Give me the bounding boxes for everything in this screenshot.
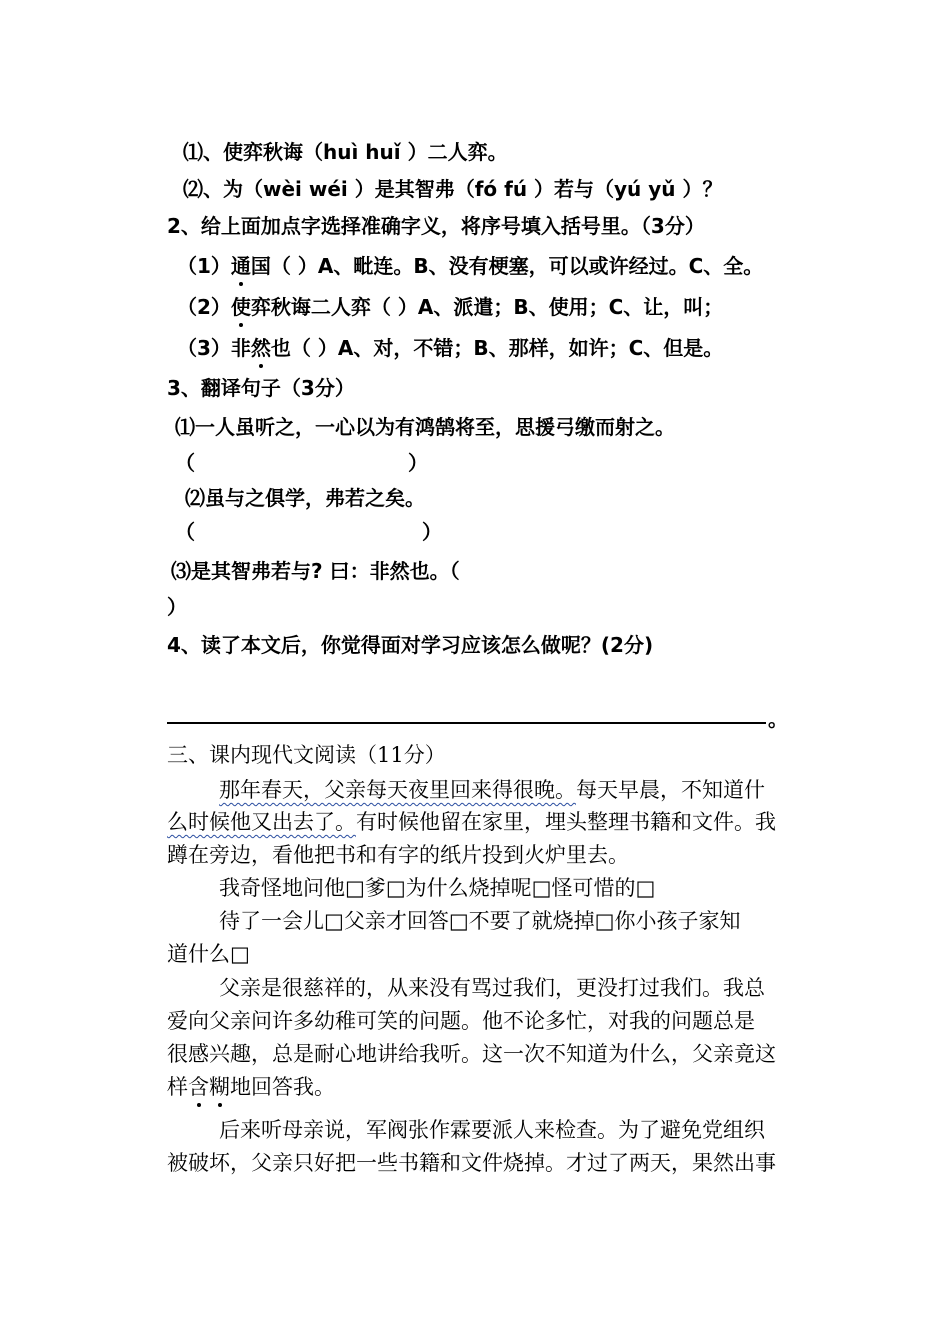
q2-item1-prefix: （1） <box>177 254 231 278</box>
q3-sentence2: ⑵虽与之俱学，弗若之矣。 <box>185 486 425 510</box>
section3-title: 三、课内现代文阅读（11分） <box>167 743 446 767</box>
passage-p4-line1: 父亲是很慈祥的，从来没有骂过我们，更没打过我们。我总 <box>219 976 765 1000</box>
passage-p4-dotted-char-2: 糊 <box>209 1075 230 1099</box>
q3-sentence1: ⑴一人虽听之，一心以为有鸿鹄将至，思援弓缴而射之。 <box>175 415 675 439</box>
passage-p1-line3: 蹲在旁边，看他把书和有字的纸片投到火炉里去。 <box>167 843 629 867</box>
passage-p4-line4 <box>167 1073 335 1101</box>
passage-p1-text-d: 有时候他留在家里，埋头整理书籍和文件。我 <box>356 810 776 834</box>
q3-answer2-open: （ <box>175 520 195 544</box>
q2-item1 <box>177 252 763 280</box>
q2-item1-text: 国（ ）A、毗连。B、没有梗塞，可以或许经过。C、全。 <box>250 254 764 278</box>
passage-p2: 我奇怪地问他□爹□为什么烧掉呢□怪可惜的□ <box>219 876 656 900</box>
passage-p3-line1: 待了一会儿□父亲才回答□不要了就烧掉□你小孩子家知 <box>219 909 741 933</box>
q2-item2-text: 弈秋诲二人弈（ ）A、派遣；B、使用；C、让，叫； <box>250 295 724 319</box>
q3-sentence3: ⑶是其智弗若与? 曰：非然也。（ <box>171 559 460 583</box>
passage-p3-line2: 道什么□ <box>167 942 250 966</box>
passage-p1-text-b: 每天早晨，不知道什 <box>576 778 765 802</box>
passage-p4-text-pre: 样 <box>167 1075 188 1099</box>
q3-answer3-close: ） <box>167 595 187 619</box>
passage-p5-line1: 后来听母亲说，军阀张作霖要派人来检查。为了避免党组织 <box>219 1118 765 1142</box>
q1-line2: ⑵、为（wèi wéi ）是其智弗（fó fú ）若与（yú yǔ ）？ <box>183 177 723 201</box>
q2-title: 2、给上面加点字选择准确字义，将序号填入括号里。（3分） <box>167 214 705 238</box>
q2-item2 <box>177 293 723 321</box>
passage-p1-line1 <box>219 776 765 804</box>
q1-line1: ⑴、使弈秋诲（huì huǐ ）二人弈。 <box>183 140 508 164</box>
passage-p1-underlined-a: 那年春天，父亲每天夜里回来得很晚。 <box>219 778 576 802</box>
passage-p4-dotted-char-1: 含 <box>188 1075 209 1099</box>
q2-item1-dotted-char: 通 <box>230 254 251 278</box>
q3-answer1-open: （ <box>175 451 195 475</box>
q2-item2-dotted-char: 使 <box>230 295 251 319</box>
q3-title: 3、翻译句子（3分） <box>167 376 355 400</box>
q2-item3-prefix: （3）非 <box>177 336 251 360</box>
q4-title: 4、读了本文后，你觉得面对学习应该怎么做呢？(2分) <box>167 633 654 657</box>
passage-p4-text-post: 地回答我。 <box>230 1075 335 1099</box>
passage-p4-line2: 爱向父亲问许多幼稚可笑的问题。他不论多忙，对我的问题总是 <box>167 1009 755 1033</box>
q2-item3-text: 也（ ）A、对，不错；B、那样，如许；C、但是。 <box>270 336 724 360</box>
q3-answer2-close: ） <box>422 520 442 544</box>
q2-item3 <box>177 334 723 362</box>
passage-p1-underlined-c: 么时候他又出去了。 <box>167 810 356 834</box>
answer-line <box>167 722 766 724</box>
passage-p4-line3: 很感兴趣，总是耐心地讲给我听。这一次不知道为什么，父亲竟这 <box>167 1042 776 1066</box>
q2-item3-dotted-char: 然 <box>250 336 271 360</box>
q3-answer1-close: ） <box>408 451 428 475</box>
q2-item2-prefix: （2） <box>177 295 231 319</box>
passage-p1-line2 <box>167 808 776 836</box>
passage-p5-line2: 被破坏，父亲只好把一些书籍和文件烧掉。才过了两天，果然出事 <box>167 1151 776 1175</box>
answer-line-period: 。 <box>768 707 788 731</box>
